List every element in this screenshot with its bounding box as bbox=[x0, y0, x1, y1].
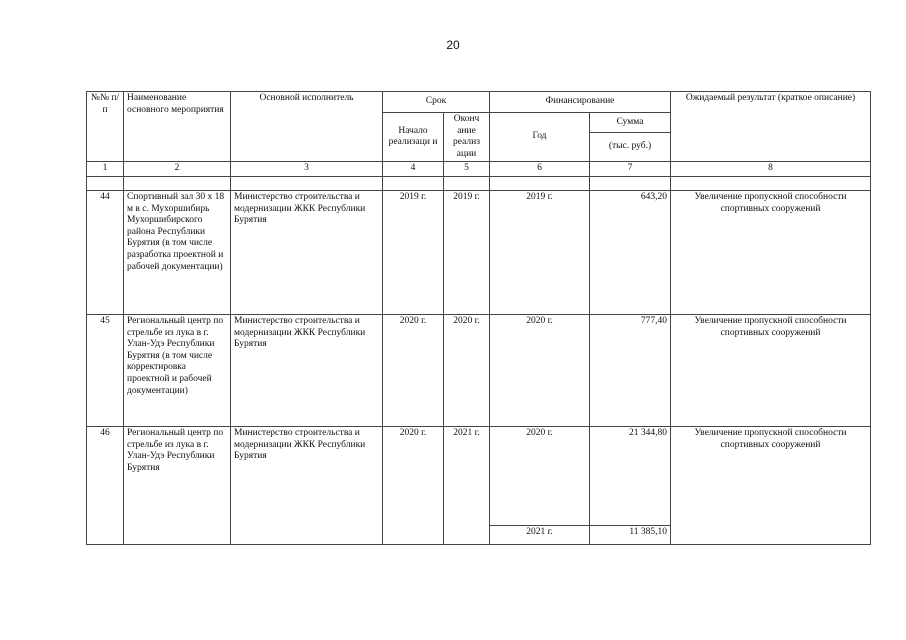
row-result: Увеличение пропускной способности спортивных сооружений bbox=[671, 314, 871, 426]
table-row bbox=[87, 190, 871, 314]
row-sum: 777,40 bbox=[590, 314, 671, 426]
row-end: 2021 г. bbox=[444, 426, 490, 544]
row-number: 45 bbox=[87, 314, 124, 426]
header-start: Начало реализаци и bbox=[383, 113, 444, 162]
row-year: 2020 г. bbox=[490, 314, 590, 426]
row-executor: Министерство строительства и модернизации ЖКК Республики Бурятия bbox=[231, 314, 383, 426]
column-number: 2 bbox=[124, 162, 231, 177]
column-number: 4 bbox=[383, 162, 444, 177]
row-sum: 643,20 bbox=[590, 190, 671, 314]
row-sum: 21 344,80 bbox=[590, 426, 671, 525]
header-year: Год bbox=[490, 113, 590, 162]
row-end: 2019 г. bbox=[444, 190, 490, 314]
row-name: Региональный центр по стрельбе из лука в г. Улан-Удэ Республики Бурятия bbox=[124, 426, 231, 544]
table-row bbox=[87, 426, 871, 525]
row-year: 2021 г. bbox=[490, 525, 590, 544]
header-row bbox=[87, 92, 871, 113]
column-number: 1 bbox=[87, 162, 124, 177]
column-number-row bbox=[87, 162, 871, 177]
column-number: 5 bbox=[444, 162, 490, 177]
row-start: 2020 г. bbox=[383, 426, 444, 544]
row-end: 2020 г. bbox=[444, 314, 490, 426]
row-name: Региональный центр по стрельбе из лука в г. Улан-Удэ Республики Бурятия (в том числе корректировка проектной и рабочей документации) bbox=[124, 314, 231, 426]
column-number: 8 bbox=[671, 162, 871, 177]
header-term: Срок bbox=[383, 92, 490, 113]
header-result: Ожидаемый результат (краткое описание) bbox=[671, 92, 871, 162]
row-executor: Министерство строительства и модернизации ЖКК Республики Бурятия bbox=[231, 190, 383, 314]
column-number: 3 bbox=[231, 162, 383, 177]
column-number: 7 bbox=[590, 162, 671, 177]
row-executor: Министерство строительства и модернизации ЖКК Республики Бурятия bbox=[231, 426, 383, 544]
header-sum: Сумма bbox=[590, 113, 671, 133]
row-result: Увеличение пропускной способности спортивных сооружений bbox=[671, 426, 871, 525]
column-number: 6 bbox=[490, 162, 590, 177]
row-start: 2020 г. bbox=[383, 314, 444, 426]
row-name: Спортивный зал 30 х 18 м в с. Мухоршибирь Мухоршибирского района Республики Бурятия (в том числе разработка проектной и рабочей документации) bbox=[124, 190, 231, 314]
table-row bbox=[87, 314, 871, 426]
header-financing: Финансирование bbox=[490, 92, 671, 113]
row-year: 2020 г. bbox=[490, 426, 590, 525]
header-num: №№ п/п bbox=[87, 92, 124, 162]
row-year: 2019 г. bbox=[490, 190, 590, 314]
spacer-row bbox=[87, 176, 871, 190]
row-number: 46 bbox=[87, 426, 124, 544]
row-result: Увеличение пропускной способности спортивных сооружений bbox=[671, 190, 871, 314]
program-table bbox=[86, 91, 871, 545]
page-number: 20 bbox=[446, 38, 460, 52]
header-end: Оконч ание реализ ации bbox=[444, 113, 490, 162]
header-sum-unit: (тыс. руб.) bbox=[590, 133, 671, 162]
header-executor: Основной исполнитель bbox=[231, 92, 383, 162]
row-sum: 11 385,10 bbox=[590, 525, 671, 544]
header-name: Наименование основного мероприятия bbox=[124, 92, 231, 162]
row-number: 44 bbox=[87, 190, 124, 314]
row-start: 2019 г. bbox=[383, 190, 444, 314]
